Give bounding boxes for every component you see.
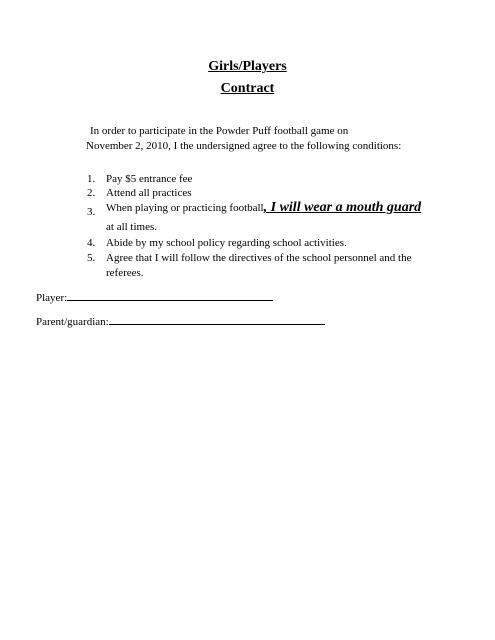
condition-text-2: Attend all practices xyxy=(106,187,192,199)
guardian-signature-line[interactable] xyxy=(109,314,325,325)
condition-number-3: 3. xyxy=(87,206,96,218)
condition-number-1: 1. xyxy=(87,173,96,185)
condition-text-4: Abide by my school policy regarding school activities. xyxy=(106,237,347,249)
title-line-1: Girls/Players xyxy=(208,59,287,74)
player-signature xyxy=(36,290,273,306)
guardian-label: Parent/guardian: xyxy=(36,316,109,328)
condition-number-5: 5. xyxy=(87,252,96,264)
intro-line-2: November 2, 2010, I the undersigned agree to the following conditions: xyxy=(86,140,402,152)
condition-number-2: 2. xyxy=(87,187,96,199)
condition-text-3-plain: When playing or practicing football xyxy=(106,202,264,214)
player-signature-line[interactable] xyxy=(67,290,273,301)
player-label: Player: xyxy=(36,292,68,304)
guardian-signature xyxy=(36,314,325,330)
condition-number-4: 4. xyxy=(87,237,96,249)
title-line-2: Contract xyxy=(220,81,275,96)
condition-text-1: Pay $5 entrance fee xyxy=(106,173,193,185)
condition-text-3-continuation: at all times. xyxy=(106,221,158,233)
condition-text-3-emphasis: , I will wear a mouth guard xyxy=(263,200,422,215)
condition-text-5-continuation: referees. xyxy=(106,267,144,279)
condition-text-3 xyxy=(106,200,421,216)
intro-line-1: In order to participate in the Powder Puff football game on xyxy=(90,125,349,137)
condition-text-5: Agree that I will follow the directives of the school personnel and the xyxy=(106,252,412,264)
